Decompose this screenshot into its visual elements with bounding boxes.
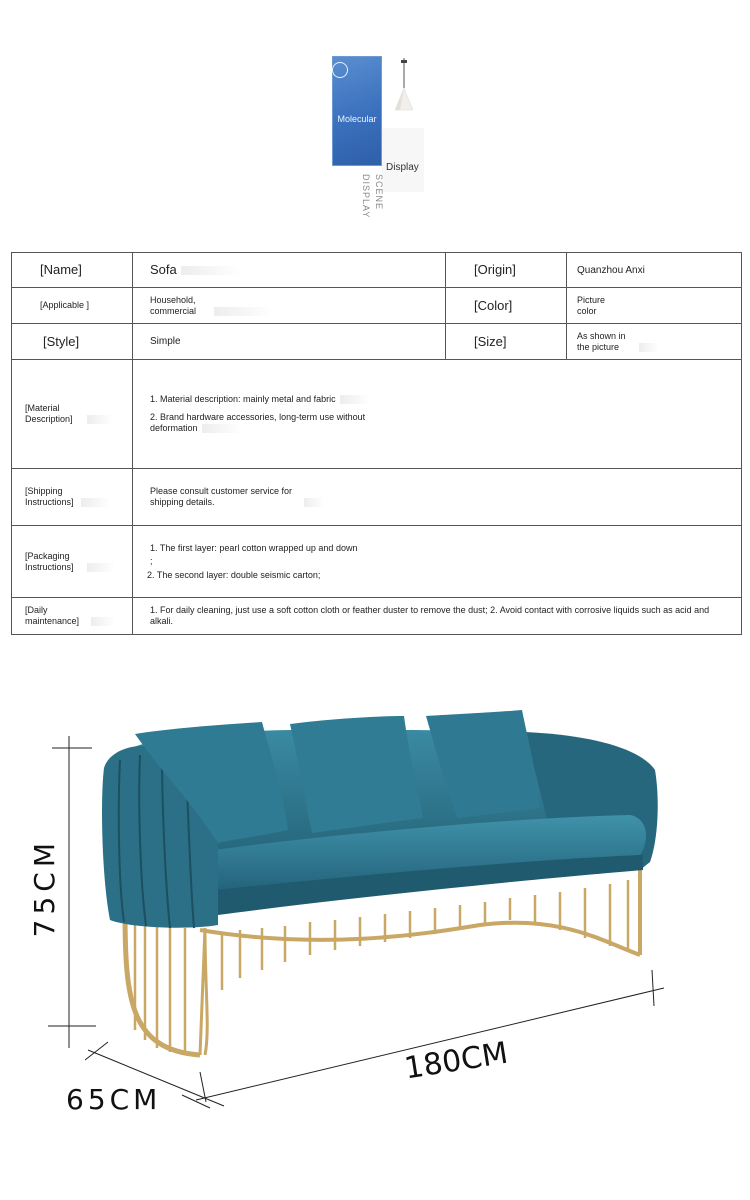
- spec-table: [11, 252, 742, 635]
- style-key: [Style]: [12, 324, 133, 360]
- material-key: [Material Description]: [12, 360, 133, 469]
- display-label: Display: [386, 162, 419, 173]
- color-key: [Color]: [446, 288, 567, 324]
- pendant-lamp-icon: [391, 58, 417, 118]
- sofa-illustration: [0, 690, 750, 1200]
- table-row: [12, 324, 742, 360]
- material-value: [133, 360, 742, 469]
- table-row: [12, 360, 742, 469]
- height-dimension-label: 75CM: [28, 838, 61, 938]
- table-row: [12, 253, 742, 288]
- size-value: As shown in the picture: [567, 324, 742, 360]
- depth-dimension-label: 65CM: [66, 1083, 162, 1116]
- scene-display-label: SCENE DISPLAY: [361, 174, 384, 219]
- shipping-key: [Shipping Instructions]: [12, 469, 133, 526]
- width-dimension-label: 180CM: [402, 1035, 511, 1087]
- size-key: [Size]: [446, 324, 567, 360]
- material-line-2: 2. Brand hardware accessories, long-term use without deformation: [150, 412, 366, 433]
- packaging-line-2: 2. The second layer: double seismic carton;: [147, 569, 321, 580]
- table-row: [12, 598, 742, 635]
- name-value: Sofa: [133, 253, 446, 288]
- material-line-1: 1. Material description: mainly metal and fabric: [150, 394, 741, 405]
- scene-display-header: [0, 0, 750, 230]
- packaging-separator: ;: [150, 555, 153, 566]
- applicable-value: Household, commercial: [133, 288, 446, 324]
- daily-value: 1. For daily cleaning, just use a soft cotton cloth or feather duster to remove the dust; 2. Avoid contact with corrosive liquids such as acid and alkali.: [133, 598, 742, 635]
- style-value: Simple: [133, 324, 446, 360]
- shipping-value: Please consult customer service for shipping details.: [133, 469, 742, 526]
- origin-key: [Origin]: [446, 253, 567, 288]
- table-row: [12, 526, 742, 598]
- molecular-label: Molecular: [337, 114, 377, 124]
- packaging-key: [Packaging Instructions]: [12, 526, 133, 598]
- molecular-card: [332, 56, 382, 166]
- daily-key: [Daily maintenance]: [12, 598, 133, 635]
- packaging-value: [133, 526, 742, 598]
- applicable-key: [Applicable ]: [12, 288, 133, 324]
- origin-value: Quanzhou Anxi: [567, 253, 742, 288]
- pillow-middle: [290, 716, 423, 833]
- table-row: [12, 469, 742, 526]
- packaging-line-1: 1. The first layer: pearl cotton wrapped up and down: [150, 542, 358, 553]
- circle-icon: [332, 62, 348, 78]
- display-card: [382, 128, 424, 192]
- color-value: Picture color: [567, 288, 742, 324]
- table-row: [12, 288, 742, 324]
- name-key: [Name]: [12, 253, 133, 288]
